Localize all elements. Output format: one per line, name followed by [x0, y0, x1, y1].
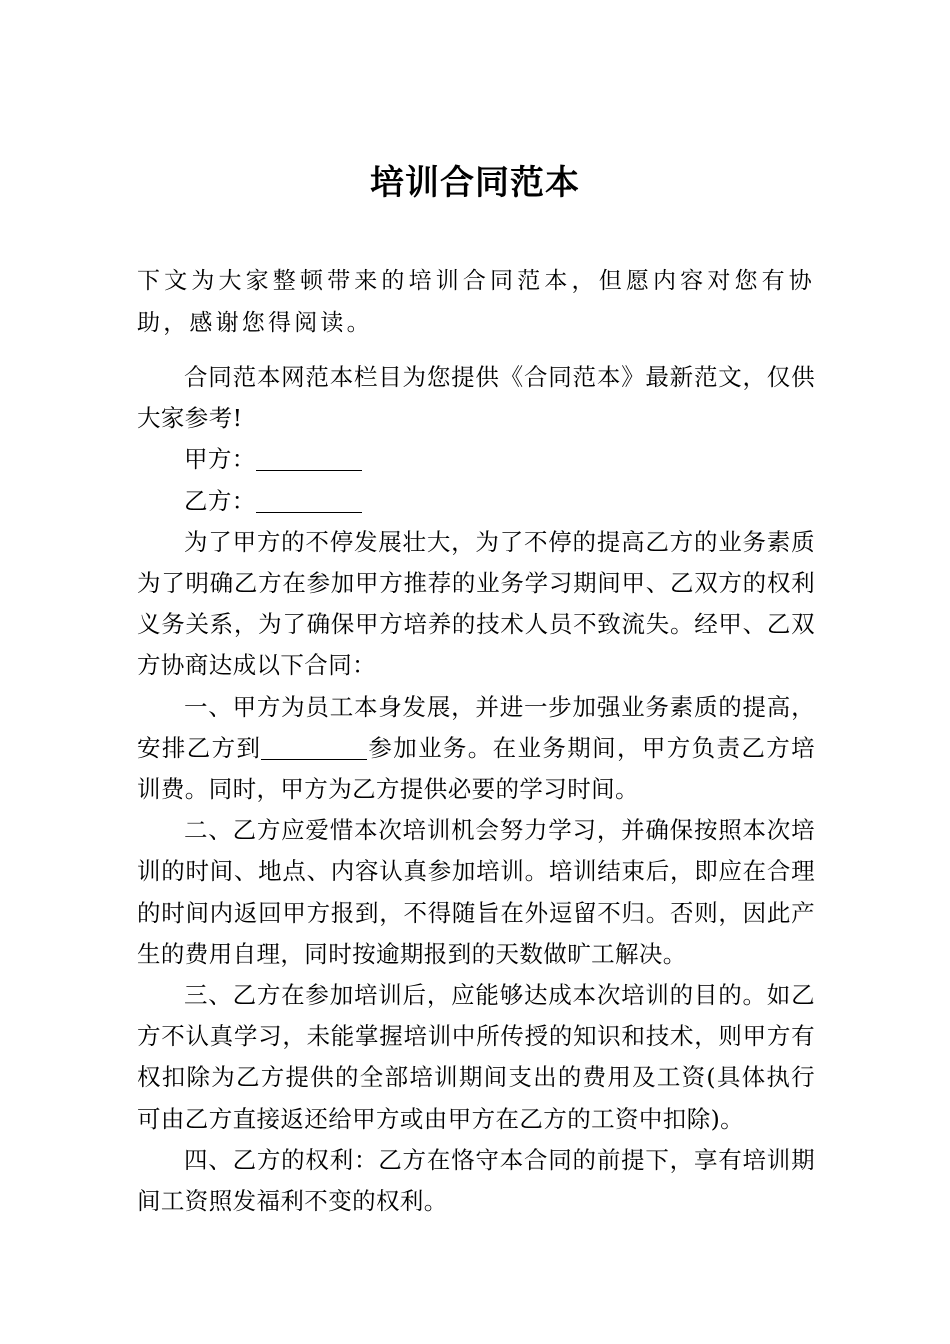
- party-a-line: [137, 439, 815, 480]
- clause-1: [137, 687, 815, 811]
- document-title: 培训合同范本: [370, 163, 580, 203]
- clause-4: 四、乙方的权利：乙方在恪守本合同的前提下，享有培训期间工资照发福利不变的权利。: [137, 1145, 815, 1216]
- clause-2: 二、乙方应爱惜本次培训机会努力学习，并确保按照本次培训的时间、地点、内容认真参加培训。培训结束后，即应在合理的时间内返回甲方报到，不得随旨在外逗留不归。否则，因此产生的费用自理，同时按逾期报到的天数做旷工解决。: [137, 816, 815, 968]
- contract-body: [137, 357, 815, 1222]
- training-location-blank: [261, 733, 367, 760]
- preface-paragraph: 合同范本网范本栏目为您提供《合同范本》最新范文，仅供大家参考!: [137, 363, 815, 433]
- clause-3: 三、乙方在参加培训后，应能够达成本次培训的目的。如乙方不认真学习，未能掌握培训中所传授的知识和技术，则甲方有权扣除为乙方提供的全部培训期间支出的费用及工资(具体执行可由乙方直接返还给甲方或由甲方在乙方的工资中扣除)。: [137, 981, 815, 1133]
- purpose-paragraph: 为了甲方的不停发展壮大，为了不停的提高乙方的业务素质为了明确乙方在参加甲方推荐的业务学习期间甲、乙双方的权利义务关系，为了确保甲方培养的技术人员不致流失。经甲、乙双方协商达成以下合同：: [137, 527, 815, 680]
- clause-1-part-2: 参加业务。在业务期间，甲方负责乙方培训费。同时，甲方为乙方提供必要的学习时间。: [137, 733, 816, 804]
- party-b-label: 乙方：: [184, 486, 256, 515]
- party-a-label: 甲方：: [184, 445, 256, 474]
- clause-1-part-1: 一、甲方为员工本身发展，并进一步加强业务素质的提高，安排乙方到: [137, 692, 815, 762]
- party-b-blank: [256, 486, 362, 513]
- party-b-line: [137, 481, 815, 522]
- intro-paragraph: 下文为大家整顿带来的培训合同范本，但愿内容对您有协助，感谢您得阅读。: [137, 268, 815, 336]
- party-a-blank: [256, 444, 362, 471]
